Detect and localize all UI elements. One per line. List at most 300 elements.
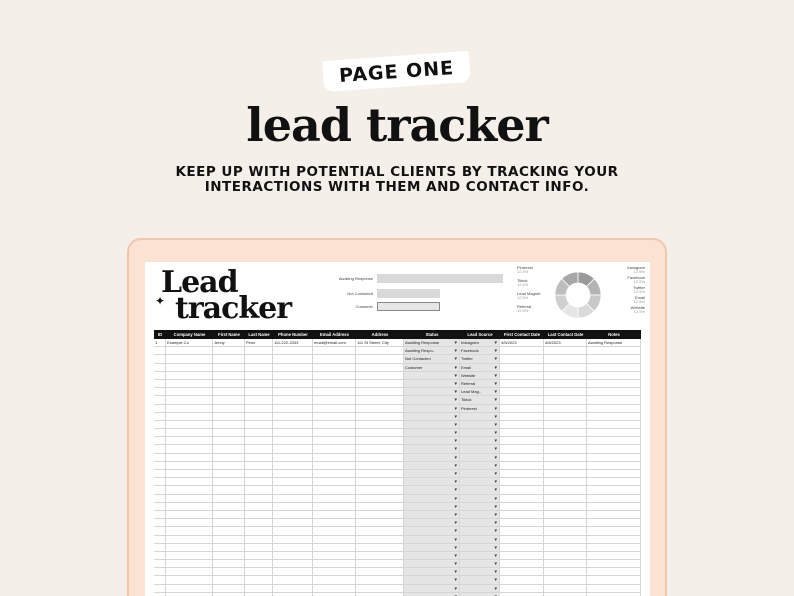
- table-cell[interactable]: [154, 454, 166, 461]
- status-dropdown[interactable]: [404, 478, 460, 485]
- table-cell[interactable]: [587, 347, 641, 354]
- table-cell[interactable]: email@email.com: [313, 339, 356, 346]
- table-cell[interactable]: [313, 445, 356, 452]
- table-cell[interactable]: [245, 486, 273, 493]
- table-cell[interactable]: [154, 421, 166, 428]
- table-cell[interactable]: [154, 527, 166, 534]
- table-cell[interactable]: [356, 519, 404, 526]
- column-header[interactable]: Lead Source: [467, 332, 493, 337]
- column-header[interactable]: Last Name: [248, 332, 270, 337]
- table-cell[interactable]: [544, 470, 587, 477]
- table-cell[interactable]: [166, 552, 213, 559]
- table-cell[interactable]: [587, 576, 641, 583]
- table-cell[interactable]: [313, 429, 356, 436]
- table-cell[interactable]: [544, 560, 587, 567]
- table-cell[interactable]: [544, 462, 587, 469]
- table-cell[interactable]: [273, 462, 313, 469]
- table-cell[interactable]: [313, 536, 356, 543]
- lead-source-dropdown[interactable]: [460, 454, 500, 461]
- lead-source-dropdown[interactable]: [460, 486, 500, 493]
- table-cell[interactable]: [500, 585, 544, 592]
- table-cell[interactable]: [154, 445, 166, 452]
- table-cell[interactable]: [313, 355, 356, 362]
- table-cell[interactable]: [166, 372, 213, 379]
- lead-source-dropdown[interactable]: Facebook ▾: [460, 347, 500, 354]
- table-cell[interactable]: [544, 347, 587, 354]
- table-cell[interactable]: [245, 413, 273, 420]
- table-cell[interactable]: [154, 503, 166, 510]
- table-cell[interactable]: [356, 495, 404, 502]
- lead-source-dropdown[interactable]: [460, 527, 500, 534]
- table-cell[interactable]: [544, 405, 587, 412]
- table-cell[interactable]: [500, 560, 544, 567]
- table-cell[interactable]: [356, 503, 404, 510]
- table-cell[interactable]: 1: [154, 339, 166, 346]
- table-cell[interactable]: [213, 503, 245, 510]
- table-cell[interactable]: [500, 511, 544, 518]
- table-cell[interactable]: [213, 486, 245, 493]
- column-header[interactable]: Status: [425, 332, 439, 337]
- lead-source-dropdown[interactable]: Tiktok ▾: [460, 396, 500, 403]
- table-cell[interactable]: [166, 585, 213, 592]
- table-cell[interactable]: [213, 576, 245, 583]
- table-cell[interactable]: [166, 568, 213, 575]
- table-cell[interactable]: [273, 372, 313, 379]
- table-cell[interactable]: [273, 568, 313, 575]
- table-cell[interactable]: [245, 437, 273, 444]
- table-cell[interactable]: [500, 544, 544, 551]
- table-cell[interactable]: [356, 511, 404, 518]
- table-cell[interactable]: [154, 519, 166, 526]
- table-cell[interactable]: [213, 372, 245, 379]
- table-cell[interactable]: [587, 495, 641, 502]
- table-cell[interactable]: [356, 576, 404, 583]
- table-cell[interactable]: [544, 454, 587, 461]
- table-cell[interactable]: [500, 445, 544, 452]
- table-cell[interactable]: [213, 413, 245, 420]
- status-dropdown[interactable]: [404, 405, 460, 412]
- status-dropdown[interactable]: [404, 380, 460, 387]
- table-cell[interactable]: 111 St Street, City: [356, 339, 404, 346]
- table-cell[interactable]: [273, 454, 313, 461]
- status-dropdown[interactable]: [404, 511, 460, 518]
- table-cell[interactable]: [245, 470, 273, 477]
- table-cell[interactable]: [587, 445, 641, 452]
- table-cell[interactable]: [245, 552, 273, 559]
- table-cell[interactable]: [245, 372, 273, 379]
- status-dropdown[interactable]: [404, 544, 460, 551]
- table-cell[interactable]: [587, 380, 641, 387]
- table-cell[interactable]: [154, 429, 166, 436]
- table-cell[interactable]: [313, 454, 356, 461]
- table-cell[interactable]: [313, 413, 356, 420]
- table-cell[interactable]: [273, 421, 313, 428]
- table-cell[interactable]: [356, 536, 404, 543]
- table-cell[interactable]: [245, 519, 273, 526]
- table-cell[interactable]: [500, 462, 544, 469]
- table-cell[interactable]: [313, 527, 356, 534]
- table-cell[interactable]: [587, 364, 641, 371]
- table-cell[interactable]: [273, 478, 313, 485]
- table-cell[interactable]: [154, 437, 166, 444]
- table-cell[interactable]: [245, 527, 273, 534]
- table-cell[interactable]: [166, 380, 213, 387]
- table-cell[interactable]: [213, 568, 245, 575]
- lead-source-dropdown[interactable]: [460, 536, 500, 543]
- table-cell[interactable]: [313, 388, 356, 395]
- table-cell[interactable]: [273, 429, 313, 436]
- table-cell[interactable]: [245, 388, 273, 395]
- table-cell[interactable]: [356, 380, 404, 387]
- status-dropdown[interactable]: [404, 552, 460, 559]
- table-cell[interactable]: [245, 405, 273, 412]
- table-cell[interactable]: [213, 552, 245, 559]
- lead-source-dropdown[interactable]: Pinterest ▾: [460, 405, 500, 412]
- table-cell[interactable]: [273, 437, 313, 444]
- table-cell[interactable]: [500, 372, 544, 379]
- table-cell[interactable]: [500, 388, 544, 395]
- table-cell[interactable]: [356, 478, 404, 485]
- table-cell[interactable]: [154, 388, 166, 395]
- table-cell[interactable]: [245, 454, 273, 461]
- table-cell[interactable]: [273, 355, 313, 362]
- table-cell[interactable]: [313, 486, 356, 493]
- table-cell[interactable]: [356, 462, 404, 469]
- table-cell[interactable]: [154, 372, 166, 379]
- status-dropdown[interactable]: [404, 527, 460, 534]
- lead-source-dropdown[interactable]: Instagram ▾: [460, 339, 500, 346]
- table-cell[interactable]: [544, 576, 587, 583]
- table-cell[interactable]: [544, 355, 587, 362]
- lead-source-dropdown[interactable]: [460, 560, 500, 567]
- table-cell[interactable]: [587, 437, 641, 444]
- table-cell[interactable]: [166, 454, 213, 461]
- table-cell[interactable]: [500, 454, 544, 461]
- status-dropdown[interactable]: Customer ▾: [404, 364, 460, 371]
- table-cell[interactable]: [500, 437, 544, 444]
- table-cell[interactable]: [313, 470, 356, 477]
- table-cell[interactable]: [356, 396, 404, 403]
- table-cell[interactable]: [273, 536, 313, 543]
- table-cell[interactable]: [587, 560, 641, 567]
- table-cell[interactable]: [544, 364, 587, 371]
- table-cell[interactable]: [213, 544, 245, 551]
- table-cell[interactable]: [313, 421, 356, 428]
- table-cell[interactable]: [544, 372, 587, 379]
- table-cell[interactable]: [245, 576, 273, 583]
- table-cell[interactable]: [500, 503, 544, 510]
- table-cell[interactable]: [245, 568, 273, 575]
- table-cell[interactable]: [544, 519, 587, 526]
- table-cell[interactable]: [313, 519, 356, 526]
- table-cell[interactable]: [587, 503, 641, 510]
- status-dropdown[interactable]: [404, 519, 460, 526]
- table-cell[interactable]: [154, 413, 166, 420]
- table-cell[interactable]: [587, 486, 641, 493]
- table-cell[interactable]: Penn: [245, 339, 273, 346]
- status-dropdown[interactable]: [404, 421, 460, 428]
- table-cell[interactable]: [245, 536, 273, 543]
- table-cell[interactable]: [544, 429, 587, 436]
- table-cell[interactable]: [166, 437, 213, 444]
- table-cell[interactable]: [544, 544, 587, 551]
- table-cell[interactable]: [500, 495, 544, 502]
- table-cell[interactable]: [313, 568, 356, 575]
- table-cell[interactable]: [154, 576, 166, 583]
- table-cell[interactable]: [245, 478, 273, 485]
- table-cell[interactable]: [245, 544, 273, 551]
- lead-source-dropdown[interactable]: Twitter ▾: [460, 355, 500, 362]
- table-cell[interactable]: [245, 445, 273, 452]
- table-cell[interactable]: [213, 429, 245, 436]
- lead-source-dropdown[interactable]: Website ▾: [460, 372, 500, 379]
- table-cell[interactable]: [500, 413, 544, 420]
- table-cell[interactable]: [273, 364, 313, 371]
- table-cell[interactable]: [544, 585, 587, 592]
- table-cell[interactable]: [313, 364, 356, 371]
- table-cell[interactable]: [213, 364, 245, 371]
- table-cell[interactable]: [154, 536, 166, 543]
- table-cell[interactable]: [213, 585, 245, 592]
- table-cell[interactable]: [544, 486, 587, 493]
- lead-source-dropdown[interactable]: [460, 568, 500, 575]
- table-cell[interactable]: [356, 527, 404, 534]
- table-cell[interactable]: [166, 470, 213, 477]
- table-cell[interactable]: [154, 560, 166, 567]
- table-cell[interactable]: [313, 478, 356, 485]
- table-cell[interactable]: [213, 347, 245, 354]
- table-cell[interactable]: [213, 462, 245, 469]
- table-cell[interactable]: [154, 478, 166, 485]
- table-cell[interactable]: [500, 536, 544, 543]
- table-cell[interactable]: [213, 454, 245, 461]
- table-cell[interactable]: [313, 380, 356, 387]
- table-cell[interactable]: [356, 388, 404, 395]
- table-cell[interactable]: [273, 413, 313, 420]
- table-cell[interactable]: [356, 445, 404, 452]
- table-cell[interactable]: Awaiting Response: [587, 339, 641, 346]
- column-header[interactable]: Notes: [608, 332, 620, 337]
- table-cell[interactable]: [544, 413, 587, 420]
- table-cell[interactable]: [166, 536, 213, 543]
- table-cell[interactable]: [245, 364, 273, 371]
- table-cell[interactable]: [273, 380, 313, 387]
- table-cell[interactable]: [313, 372, 356, 379]
- column-header[interactable]: Email Address: [320, 332, 349, 337]
- table-cell[interactable]: [500, 421, 544, 428]
- column-header[interactable]: Address: [371, 332, 389, 337]
- table-cell[interactable]: 111-222-3333: [273, 339, 313, 346]
- table-cell[interactable]: [500, 429, 544, 436]
- table-cell[interactable]: [313, 552, 356, 559]
- table-cell[interactable]: [154, 364, 166, 371]
- table-cell[interactable]: [273, 544, 313, 551]
- table-cell[interactable]: [313, 560, 356, 567]
- table-cell[interactable]: [273, 519, 313, 526]
- table-cell[interactable]: 4/5/2023: [500, 339, 544, 346]
- table-cell[interactable]: [166, 560, 213, 567]
- table-cell[interactable]: [500, 355, 544, 362]
- table-cell[interactable]: [154, 486, 166, 493]
- table-cell[interactable]: [213, 396, 245, 403]
- table-cell[interactable]: [500, 347, 544, 354]
- table-cell[interactable]: [166, 462, 213, 469]
- table-cell[interactable]: [500, 486, 544, 493]
- table-cell[interactable]: [313, 576, 356, 583]
- table-cell[interactable]: [166, 495, 213, 502]
- table-cell[interactable]: [544, 495, 587, 502]
- table-cell[interactable]: [356, 486, 404, 493]
- table-cell[interactable]: [544, 568, 587, 575]
- table-cell[interactable]: [544, 421, 587, 428]
- table-cell[interactable]: [245, 347, 273, 354]
- table-cell[interactable]: [154, 462, 166, 469]
- lead-source-dropdown[interactable]: [460, 503, 500, 510]
- table-cell[interactable]: 4/6/2023: [544, 339, 587, 346]
- table-cell[interactable]: [587, 568, 641, 575]
- table-cell[interactable]: [166, 413, 213, 420]
- table-cell[interactable]: [313, 462, 356, 469]
- table-cell[interactable]: [587, 454, 641, 461]
- table-cell[interactable]: [313, 544, 356, 551]
- table-cell[interactable]: [500, 478, 544, 485]
- table-cell[interactable]: [500, 527, 544, 534]
- table-cell[interactable]: [587, 478, 641, 485]
- table-cell[interactable]: [544, 478, 587, 485]
- column-header[interactable]: ID: [157, 332, 163, 337]
- table-cell[interactable]: [166, 478, 213, 485]
- table-cell[interactable]: [500, 405, 544, 412]
- table-cell[interactable]: [166, 388, 213, 395]
- status-dropdown[interactable]: [404, 585, 460, 592]
- table-cell[interactable]: [154, 470, 166, 477]
- lead-source-dropdown[interactable]: [460, 552, 500, 559]
- table-cell[interactable]: [544, 445, 587, 452]
- table-cell[interactable]: [544, 527, 587, 534]
- table-cell[interactable]: [166, 405, 213, 412]
- column-header[interactable]: Phone Number: [278, 332, 308, 337]
- lead-source-dropdown[interactable]: [460, 576, 500, 583]
- status-dropdown[interactable]: [404, 462, 460, 469]
- table-cell[interactable]: [245, 560, 273, 567]
- table-cell[interactable]: [587, 527, 641, 534]
- table-cell[interactable]: [273, 560, 313, 567]
- table-cell[interactable]: [245, 380, 273, 387]
- table-cell[interactable]: [213, 437, 245, 444]
- table-cell[interactable]: [273, 527, 313, 534]
- table-cell[interactable]: [273, 396, 313, 403]
- table-cell[interactable]: [356, 560, 404, 567]
- table-cell[interactable]: [313, 511, 356, 518]
- status-dropdown[interactable]: [404, 495, 460, 502]
- status-dropdown[interactable]: [404, 576, 460, 583]
- table-cell[interactable]: [273, 511, 313, 518]
- table-cell[interactable]: [356, 429, 404, 436]
- table-cell[interactable]: [213, 527, 245, 534]
- status-dropdown[interactable]: Awaiting Respo.. ▾: [404, 347, 460, 354]
- table-cell[interactable]: [166, 486, 213, 493]
- table-cell[interactable]: [245, 585, 273, 592]
- status-dropdown[interactable]: [404, 437, 460, 444]
- table-cell[interactable]: [500, 568, 544, 575]
- table-cell[interactable]: [213, 405, 245, 412]
- status-dropdown[interactable]: [404, 388, 460, 395]
- lead-source-dropdown[interactable]: [460, 470, 500, 477]
- table-cell[interactable]: [356, 544, 404, 551]
- table-cell[interactable]: [166, 576, 213, 583]
- table-cell[interactable]: [313, 503, 356, 510]
- table-cell[interactable]: [273, 445, 313, 452]
- table-cell[interactable]: [544, 380, 587, 387]
- table-cell[interactable]: [213, 560, 245, 567]
- table-cell[interactable]: [313, 495, 356, 502]
- table-cell[interactable]: [356, 585, 404, 592]
- status-dropdown[interactable]: [404, 413, 460, 420]
- column-header[interactable]: First Name: [218, 332, 240, 337]
- table-cell[interactable]: [587, 372, 641, 379]
- table-cell[interactable]: [544, 552, 587, 559]
- table-cell[interactable]: [166, 429, 213, 436]
- status-dropdown[interactable]: Awaiting Response ▾: [404, 339, 460, 346]
- table-cell[interactable]: [356, 347, 404, 354]
- table-cell[interactable]: [213, 495, 245, 502]
- table-cell[interactable]: [587, 421, 641, 428]
- table-cell[interactable]: [544, 503, 587, 510]
- lead-source-dropdown[interactable]: [460, 413, 500, 420]
- table-cell[interactable]: [544, 511, 587, 518]
- table-cell[interactable]: [273, 585, 313, 592]
- table-cell[interactable]: [273, 576, 313, 583]
- table-cell[interactable]: [154, 405, 166, 412]
- table-cell[interactable]: [544, 396, 587, 403]
- lead-source-dropdown[interactable]: [460, 478, 500, 485]
- table-cell[interactable]: [166, 421, 213, 428]
- table-cell[interactable]: [500, 576, 544, 583]
- table-cell[interactable]: [213, 511, 245, 518]
- table-cell[interactable]: [213, 421, 245, 428]
- column-header[interactable]: Company Name: [173, 332, 206, 337]
- table-cell[interactable]: [213, 445, 245, 452]
- table-cell[interactable]: [587, 519, 641, 526]
- table-cell[interactable]: [313, 347, 356, 354]
- lead-source-dropdown[interactable]: Email ▾: [460, 364, 500, 371]
- table-cell[interactable]: [154, 544, 166, 551]
- status-dropdown[interactable]: [404, 536, 460, 543]
- lead-source-dropdown[interactable]: [460, 429, 500, 436]
- table-cell[interactable]: [166, 544, 213, 551]
- table-cell[interactable]: [245, 421, 273, 428]
- table-cell[interactable]: [313, 405, 356, 412]
- status-dropdown[interactable]: [404, 454, 460, 461]
- table-cell[interactable]: [544, 437, 587, 444]
- lead-source-dropdown[interactable]: [460, 495, 500, 502]
- table-cell[interactable]: [245, 429, 273, 436]
- table-cell[interactable]: [154, 347, 166, 354]
- table-cell[interactable]: [356, 568, 404, 575]
- table-cell[interactable]: [166, 396, 213, 403]
- table-cell[interactable]: [500, 396, 544, 403]
- table-cell[interactable]: [154, 585, 166, 592]
- table-cell[interactable]: [356, 454, 404, 461]
- table-cell[interactable]: [166, 527, 213, 534]
- table-cell[interactable]: [154, 355, 166, 362]
- status-dropdown[interactable]: [404, 372, 460, 379]
- table-cell[interactable]: [356, 372, 404, 379]
- status-dropdown[interactable]: [404, 470, 460, 477]
- table-cell[interactable]: Example Co: [166, 339, 213, 346]
- table-cell[interactable]: [245, 462, 273, 469]
- table-cell[interactable]: [273, 503, 313, 510]
